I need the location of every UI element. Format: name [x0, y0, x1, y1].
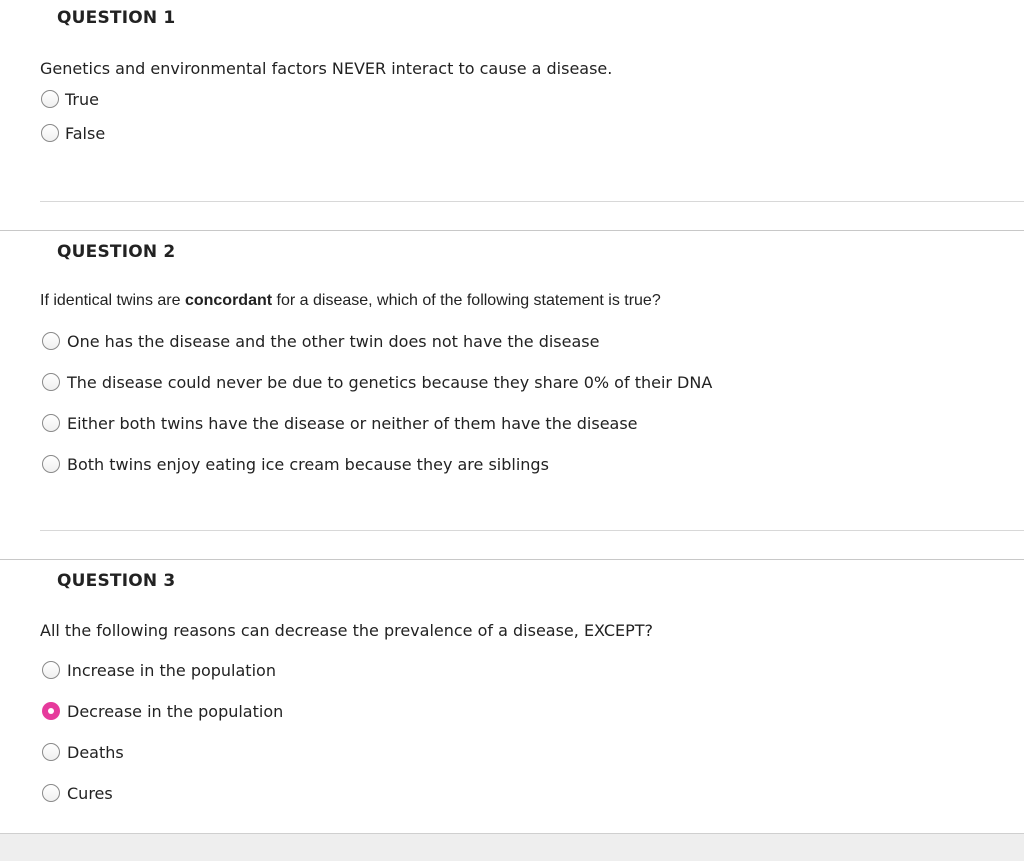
option-label: True — [65, 89, 99, 109]
footer-bar — [0, 833, 1024, 861]
radio-button[interactable] — [42, 455, 60, 473]
question-1-prompt: Genetics and environmental factors NEVER interact to cause a disease. — [40, 59, 613, 78]
question-1-option-true[interactable] — [41, 87, 99, 111]
radio-button[interactable] — [42, 743, 60, 761]
prompt-text: If identical twins are — [40, 292, 185, 309]
question-3-prompt: All the following reasons can decrease the prevalence of a disease, EXCEPT? — [40, 621, 654, 640]
option-label: Either both twins have the disease or neither of them have the disease — [67, 413, 638, 433]
question-2-title: QUESTION 2 — [57, 242, 176, 262]
radio-button-selected[interactable] — [42, 702, 60, 720]
radio-button[interactable] — [42, 332, 60, 350]
option-label: The disease could never be due to genetics because they share 0% of their DNA — [67, 372, 713, 392]
question-3-option-1[interactable] — [42, 658, 276, 682]
question-2-option-4[interactable] — [42, 452, 549, 476]
question-3-option-4[interactable] — [42, 781, 113, 805]
option-label: Decrease in the population — [67, 701, 284, 721]
question-3-option-3[interactable] — [42, 740, 124, 764]
prompt-text: for a disease, which of the following statement is true? — [272, 292, 661, 309]
question-1-title: QUESTION 1 — [57, 8, 176, 28]
question-1-divider — [40, 201, 1024, 202]
radio-button[interactable] — [42, 414, 60, 432]
question-2-option-2[interactable] — [42, 370, 712, 394]
radio-button[interactable] — [42, 784, 60, 802]
option-label: False — [65, 123, 106, 143]
option-label: Increase in the population — [67, 660, 276, 680]
question-separator — [0, 230, 1024, 231]
question-2-option-3[interactable] — [42, 411, 638, 435]
radio-button[interactable] — [41, 90, 59, 108]
prompt-bold-term: concordant — [184, 292, 273, 309]
option-label: Both twins enjoy eating ice cream because they are siblings — [67, 454, 549, 474]
radio-button[interactable] — [42, 661, 60, 679]
option-label: Cures — [67, 783, 113, 803]
question-separator — [0, 559, 1024, 560]
radio-button[interactable] — [41, 124, 59, 142]
option-label: One has the disease and the other twin does not have the disease — [67, 331, 600, 351]
question-2-divider — [40, 530, 1024, 531]
question-3-option-2[interactable] — [42, 699, 283, 723]
question-2-option-1[interactable] — [42, 329, 599, 353]
radio-button[interactable] — [42, 373, 60, 391]
question-1-option-false[interactable] — [41, 121, 105, 145]
option-label: Deaths — [67, 742, 124, 762]
question-2-prompt — [40, 292, 661, 310]
radio-dot-icon — [48, 708, 54, 714]
question-3-title: QUESTION 3 — [57, 571, 176, 591]
